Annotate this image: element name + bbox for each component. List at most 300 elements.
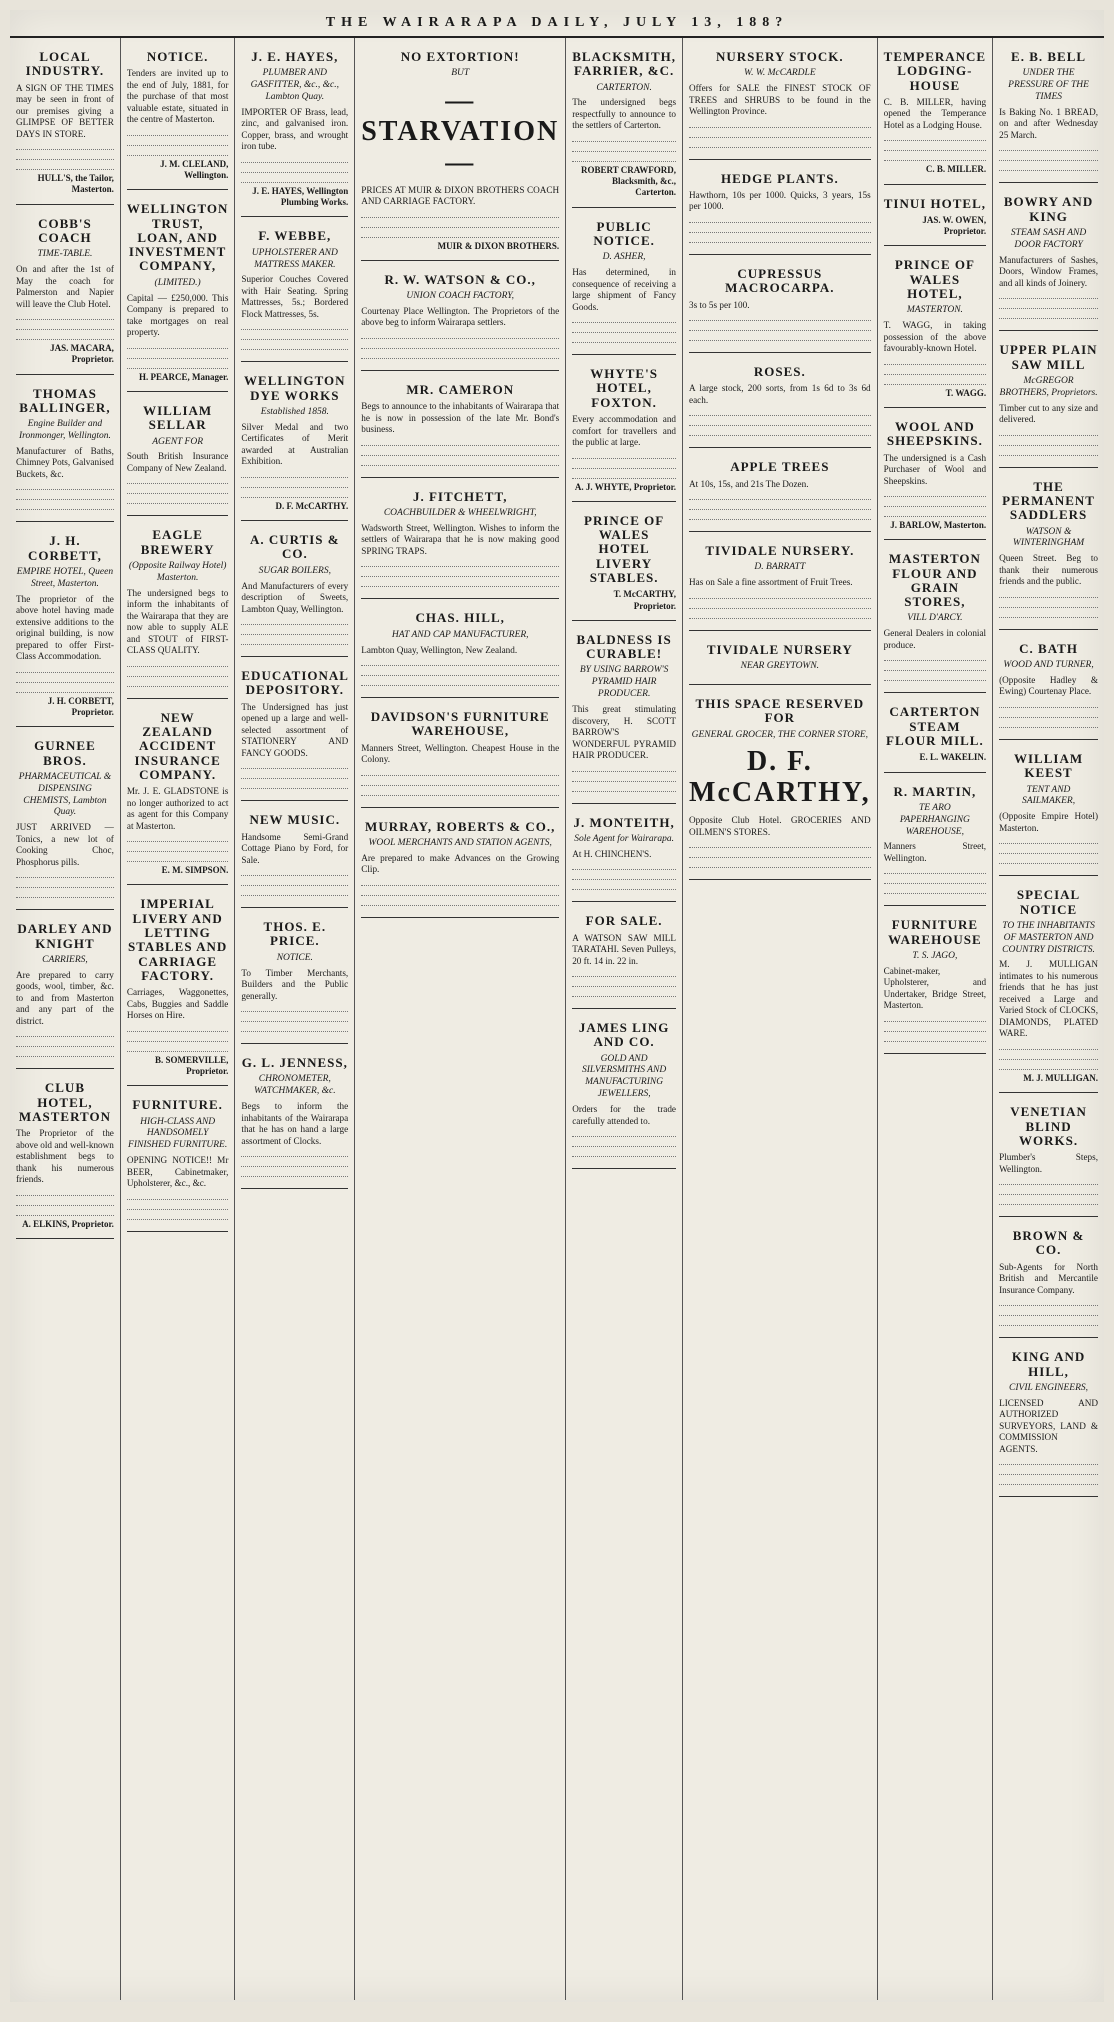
ad-title: BLACKSMITH, FARRIER, &C. — [572, 49, 677, 79]
ad-title: BALDNESS IS CURABLE! — [576, 631, 672, 662]
text-line — [999, 1299, 1098, 1306]
advertisement — [572, 1013, 676, 1169]
text-line — [16, 871, 114, 878]
text-line — [572, 452, 676, 459]
ad-subtitle: Engine Builder and Ironmonger, Wellington. — [18, 419, 111, 442]
ad-body: Plumber's Steps, Wellington. — [999, 1152, 1098, 1174]
text-line — [689, 131, 871, 138]
advertisement — [689, 357, 871, 448]
text-line — [884, 674, 986, 681]
text-line — [127, 342, 229, 349]
text-line — [572, 990, 676, 997]
text-line — [127, 845, 229, 852]
ad-title: FURNITURE. — [132, 1097, 223, 1113]
text-line — [16, 881, 114, 888]
text-line — [884, 154, 986, 161]
text-line — [241, 1160, 348, 1167]
ad-body: Carriages, Waggonettes, Cabs, Buggies and Saddle Horses on Hire. — [126, 987, 229, 1021]
column-2 — [121, 38, 236, 2000]
ad-body: Lambton Quay, Wellington, New Zealand. — [361, 644, 518, 655]
ad-subtitle: CARTERTON. — [596, 82, 652, 93]
text-line — [999, 439, 1098, 446]
text-line — [361, 221, 559, 228]
text-line — [884, 887, 986, 894]
advertisement — [361, 375, 559, 478]
text-line — [689, 851, 871, 858]
text-line — [361, 342, 559, 349]
text-line — [999, 591, 1098, 598]
text-line — [361, 332, 559, 339]
newspaper-page — [10, 10, 1104, 2002]
advertisement — [127, 1090, 229, 1231]
text-line — [361, 570, 559, 577]
text-line — [572, 765, 676, 772]
text-line — [884, 510, 986, 517]
ad-body: Begs to announce to the inhabitants of Wairarapa that he is now in possession of the late Mr. Bond's business. — [361, 401, 560, 435]
text-line — [999, 292, 1098, 299]
text-line — [361, 899, 559, 906]
text-line — [361, 211, 559, 218]
text-line — [999, 144, 1098, 151]
text-line — [127, 1213, 229, 1220]
text-line — [884, 1015, 986, 1022]
ad-signature: J. H. CORBETT, Proprietor. — [47, 695, 114, 717]
text-line — [999, 164, 1098, 171]
advertisement — [241, 42, 348, 217]
text-line — [241, 762, 348, 769]
ad-signature: J. BARLOW, Masterton. — [890, 520, 987, 531]
ad-subtitle: PHARMACEUTICAL & DISPENSING CHEMISTS, Lambton Quay. — [18, 771, 112, 818]
text-line — [689, 429, 871, 436]
text-line — [361, 439, 559, 446]
advertisement — [999, 1221, 1098, 1338]
advertisement — [884, 250, 986, 408]
ad-body: Sub-Agents for North British and Mercantile Insurance Company. — [999, 1261, 1098, 1295]
ad-body: Has on Sale a fine assortment of Fruit Trees. — [689, 577, 853, 588]
ad-body: South British Insurance Company of New Zealand. — [126, 451, 229, 473]
ad-title: R. W. WATSON & CO., — [384, 271, 536, 287]
text-line — [884, 368, 986, 375]
text-line — [999, 1458, 1098, 1465]
ad-title: C. BATH — [1019, 640, 1078, 656]
advertisement — [572, 42, 676, 208]
advertisement — [361, 482, 559, 600]
ad-subtitle: MASTERTON. — [906, 305, 963, 316]
ad-signature: ROBERT CRAWFORD, Blacksmith, &c., Carterton. — [580, 164, 677, 198]
text-line — [999, 601, 1098, 608]
ad-title: J. MONTEITH, — [573, 814, 675, 830]
text-line — [241, 618, 348, 625]
ad-signature: B. SOMERVILLE, Proprietor. — [154, 1054, 229, 1076]
text-line — [689, 236, 871, 243]
text-line — [241, 471, 348, 478]
ad-body: T. WAGG, in taking possession of the above favourably-known Hotel. — [883, 320, 987, 354]
text-line — [16, 686, 114, 693]
text-line — [241, 323, 348, 330]
ad-title: EAGLE BREWERY — [140, 527, 215, 557]
ad-title: CARTERTON STEAM FLOUR MILL. — [886, 704, 984, 748]
column-3 — [235, 38, 355, 2000]
ad-title: NOTICE. — [146, 49, 209, 64]
advertisement — [572, 625, 676, 804]
advertisement — [999, 744, 1098, 876]
text-line — [999, 711, 1098, 718]
text-line — [16, 163, 114, 170]
advertisement — [689, 452, 871, 532]
advertisement — [16, 731, 114, 910]
ad-subtitle: EMPIRE HOTEL, Queen Street, Masterton. — [16, 567, 114, 589]
text-line — [689, 513, 871, 520]
advertisement — [999, 1097, 1098, 1217]
ad-title: LOCAL INDUSTRY. — [25, 49, 105, 79]
ad-body: C. B. MILLER, having opened the Temperance Hotel as a Lodging House. — [883, 96, 987, 130]
ad-title: HEDGE PLANTS. — [720, 170, 839, 186]
ad-subtitle: AGENT FOR — [152, 436, 204, 447]
advertisement — [127, 42, 229, 190]
text-line — [241, 166, 348, 173]
ad-title: CUPRESSUS MACROCARPA. — [725, 265, 835, 296]
text-line — [572, 873, 676, 880]
advertisement — [241, 912, 348, 1044]
ad-subtitle: WOOD AND TURNER, — [1003, 660, 1094, 671]
text-line — [361, 659, 559, 666]
text-line — [16, 666, 114, 673]
text-line — [572, 145, 676, 152]
text-line — [884, 1025, 986, 1032]
text-line — [999, 721, 1098, 728]
text-line — [999, 312, 1098, 319]
text-line — [361, 789, 559, 796]
text-line — [689, 409, 871, 416]
text-line — [572, 336, 676, 343]
text-line — [16, 143, 114, 150]
advertisement — [16, 42, 114, 205]
ad-title: NO EXTORTION! — [400, 49, 520, 64]
text-line — [572, 775, 676, 782]
ad-subtitle: HIGH-CLASS AND HANDSOMELY FINISHED FURNITURE. — [128, 1116, 228, 1151]
ad-title: KING AND HILL, — [1011, 1349, 1086, 1379]
text-line — [689, 841, 871, 848]
ad-signature: JAS. MACARA, Proprietor. — [50, 343, 114, 365]
text-line — [361, 352, 559, 359]
ad-title: ROSES. — [753, 364, 806, 380]
text-line — [884, 358, 986, 365]
ad-body: Tenders are invited up to the end of July, 1881, for the purchase of that most valuable estate, situated in the centre of Masterton. — [126, 68, 229, 125]
ad-body: Offers for SALE the FINEST STOCK OF TREES and SHRUBS to be found in the Wellington Province. — [689, 83, 871, 117]
ad-body: PRICES AT MUIR & DIXON BROTHERS COACH AND CARRIAGE FACTORY. — [361, 184, 560, 207]
ad-subtitle: WOOL MERCHANTS AND STATION AGENTS, — [368, 838, 552, 849]
ad-body: M. J. MULLIGAN intimates to his numerous friends that he has just received a Large and Varied Stock of CLOCKS, DIAMONDS, PLATED WARE. — [999, 959, 1098, 1039]
ad-signature: JAS. W. OWEN, Proprietor. — [922, 214, 987, 237]
text-line — [16, 1199, 114, 1206]
text-line — [361, 560, 559, 567]
ad-body: Timber cut to any size and delivered. — [999, 402, 1098, 425]
text-line — [361, 231, 559, 238]
text-line — [241, 333, 348, 340]
text-line — [361, 889, 559, 896]
text-line — [884, 654, 986, 661]
text-line — [127, 1025, 229, 1032]
advertisement — [572, 359, 676, 502]
advertisement — [689, 164, 871, 255]
text-line — [884, 490, 986, 497]
ad-subtitle: PLUMBER AND GASFITTER, &c., &c., Lambton Quay. — [250, 68, 339, 103]
text-line — [999, 302, 1098, 309]
advertisement — [127, 889, 229, 1086]
text-line — [241, 889, 348, 896]
ad-body: The Undersigned has just opened up a large and well-selected assortment of STATIONERY AND FANCY GOODS. — [241, 701, 349, 758]
ad-body: JUST ARRIVED — Tonics, a new lot of Cooking Choc, Phosphorus pills. — [16, 822, 114, 867]
ad-body: Manufacturers of Sashes, Doors, Window Frames, and all kinds of Joinery. — [999, 254, 1098, 288]
ad-subtitle: NOTICE. — [276, 952, 313, 963]
ad-subtitle: McGREGOR BROTHERS, Proprietors. — [999, 375, 1098, 398]
text-line — [241, 772, 348, 779]
ad-body: To Timber Merchants, Builders and the Public generally. — [241, 967, 349, 1001]
ad-signature: J. M. CLELAND, Wellington. — [160, 158, 229, 181]
text-line — [572, 1130, 676, 1137]
ad-body: IMPORTER OF Brass, lead, zinc, and galvanised iron. Copper, brass, and wrought iron tube. — [241, 106, 349, 152]
ad-title: A. CURTIS & CO. — [249, 532, 340, 562]
ad-subtitle: T. S. JAGO, — [912, 951, 958, 962]
ad-body: Queen Street. Beg to thank their numerous friends and the public. — [999, 553, 1098, 587]
ad-title: VENETIAN BLIND WORKS. — [1010, 1104, 1087, 1148]
ad-body: On and after the 1st of May the coach for Palmerston and Napier will leave the Club Hotel. — [16, 264, 114, 309]
text-line — [127, 497, 229, 504]
ad-body: Hawthorn, 10s per 1000. Quicks, 3 years, 15s per 1000. — [689, 189, 871, 212]
ad-subtitle: SUGAR BOILERS, — [258, 565, 331, 576]
text-line — [999, 154, 1098, 161]
ad-subtitle: COACHBUILDER & WHEELWRIGHT, — [383, 508, 537, 519]
text-line — [572, 970, 676, 977]
text-line — [241, 628, 348, 635]
ad-title: R. MARTIN, — [893, 783, 977, 799]
ad-title: WILLIAM KEEST — [1013, 750, 1084, 781]
ad-subtitle: UPHOLSTERER AND MATTRESS MAKER. — [251, 247, 338, 270]
text-line — [241, 491, 348, 498]
column-6 — [683, 38, 878, 2000]
text-line — [16, 333, 114, 340]
advertisement — [884, 544, 986, 693]
text-line — [16, 891, 114, 898]
ad-title: G. L. JENNESS, — [241, 1055, 348, 1071]
text-line — [16, 153, 114, 160]
text-line — [127, 670, 229, 677]
advertisement — [16, 209, 114, 375]
ad-body: Manufacturer of Baths, Chimney Pots, Galvanised Buckets, &c. — [16, 445, 114, 479]
advertisement — [361, 603, 559, 698]
text-line — [884, 877, 986, 884]
text-line — [361, 580, 559, 587]
ad-subtitle: GOLD AND SILVERSMITHS AND MANUFACTURING JEWELLERS, — [582, 1053, 667, 1100]
ad-title: J. H. CORBETT, — [28, 533, 102, 563]
advertisement — [572, 506, 676, 621]
text-line — [241, 879, 348, 886]
text-line — [999, 1468, 1098, 1475]
advertisement — [127, 703, 229, 886]
ad-subtitle: (LIMITED.) — [154, 277, 201, 288]
ad-title: PUBLIC NOTICE. — [593, 218, 655, 249]
ad-title: UPPER PLAIN SAW MILL — [999, 342, 1098, 372]
advertisement — [884, 697, 986, 772]
ad-title: WILLIAM SELLAR — [143, 402, 213, 433]
text-line — [127, 139, 229, 146]
text-line — [572, 155, 676, 162]
ad-body: Silver Medal and two Certificates of Merit awarded at Australian Exhibition. — [241, 421, 349, 467]
ad-body: Mr. J. E. GLADSTONE is no longer authorized to act as agent for this Company at Masterton. — [126, 786, 229, 831]
advertisement — [999, 1342, 1098, 1497]
ad-body: The undersigned begs to inform the inhabitants of the Wairarapa that they are now able to supply ALE and STOUT of FIRST-CLASS QUALITY. — [126, 587, 229, 656]
ad-title: BOWRY AND KING — [1003, 194, 1094, 224]
text-line — [241, 638, 348, 645]
text-line — [689, 121, 871, 128]
text-line — [127, 1045, 229, 1052]
text-line — [361, 769, 559, 776]
ad-body: A large stock, 200 sorts, from 1s 6d to 3s 6d each. — [689, 383, 871, 405]
text-line — [241, 1150, 348, 1157]
advertisement — [689, 689, 871, 880]
advertisement — [999, 42, 1098, 183]
ad-title: MR. CAMERON — [406, 381, 515, 397]
ad-body: At H. CHINCHEN'S. — [572, 848, 652, 859]
ad-subtitle: CARRIERS, — [42, 954, 88, 965]
text-line — [999, 1178, 1098, 1185]
text-line — [16, 1189, 114, 1196]
ad-body: Begs to inform the inhabitants of the Wairarapa that he has on hand a large assortment of Clocks. — [241, 1101, 349, 1146]
ad-subtitle: TE ARO PAPERHANGING WAREHOUSE, — [899, 802, 970, 837]
ad-title: F. WEBBE, — [258, 228, 332, 244]
ad-title: TIVIDALE NURSERY. — [705, 543, 855, 559]
text-line — [16, 313, 114, 320]
ad-title: MURRAY, ROBERTS & CO., — [365, 818, 556, 834]
ad-subtitle: STEAM SASH AND DOOR FACTORY — [1010, 228, 1087, 250]
text-line — [572, 863, 676, 870]
ad-title: J. FITCHETT, — [412, 488, 508, 504]
text-line — [16, 1050, 114, 1057]
text-line — [689, 602, 871, 609]
text-line — [127, 855, 229, 862]
ad-signature: E. L. WAKELIN. — [919, 752, 987, 763]
ad-title: J. E. HAYES, — [251, 49, 339, 64]
text-line — [16, 493, 114, 500]
advertisement — [361, 265, 559, 371]
ad-body: 3s to 5s per 100. — [689, 299, 750, 310]
ad-title: FURNITURE WAREHOUSE — [888, 917, 982, 947]
text-line — [572, 785, 676, 792]
ad-signature: MUIR & DIXON BROTHERS. — [437, 240, 560, 251]
ad-title: APPLE TREES — [730, 459, 830, 475]
text-line — [127, 149, 229, 156]
ad-subtitle: CIVIL ENGINEERS, — [1009, 1382, 1089, 1393]
advertisement — [16, 379, 114, 523]
ad-body: (Opposite Hadley & Ewing) Courtenay Place. — [999, 674, 1098, 697]
ad-subtitle: BUT — [451, 68, 470, 79]
ad-subtitle: NEAR GREYTOWN. — [740, 661, 820, 672]
advertisement — [361, 42, 559, 261]
ad-signature: D. F. McCARTHY. — [275, 500, 349, 511]
ad-body: (Opposite Empire Hotel) Masterton. — [999, 811, 1098, 833]
ad-subtitle: TIME-TABLE. — [37, 249, 93, 260]
ad-signature: M. J. MULLIGAN. — [1023, 1072, 1098, 1083]
advertisement — [16, 526, 114, 727]
advertisement — [127, 396, 229, 516]
ad-signature: A. ELKINS, Proprietor. — [22, 1218, 114, 1229]
ad-title: NURSERY STOCK. — [715, 49, 844, 64]
text-line — [884, 378, 986, 385]
ad-body: A SIGN OF THE TIMES may be seen in front of our premises giving a GLIMPSE OF BETTER DAYS IN STORE. — [16, 82, 114, 139]
ad-headline: —STARVATION— — [361, 85, 560, 178]
advertisement — [999, 187, 1098, 331]
ad-subtitle: Established 1858. — [260, 407, 329, 418]
ad-subtitle: D. ASHER, — [602, 252, 646, 263]
ad-title: TINUI HOTEL, — [883, 195, 987, 211]
column-7 — [878, 38, 993, 2000]
text-line — [361, 779, 559, 786]
column-4 — [355, 38, 566, 2000]
text-line — [16, 1040, 114, 1047]
ad-title: CLUB HOTEL, MASTERTON — [18, 1080, 111, 1124]
ad-title: JAMES LING AND CO. — [578, 1020, 670, 1050]
text-line — [689, 216, 871, 223]
text-line — [999, 701, 1098, 708]
advertisement — [241, 525, 348, 657]
ad-title: THOS. E. PRICE. — [263, 919, 327, 949]
text-line — [241, 869, 348, 876]
text-line — [241, 481, 348, 488]
ad-subtitle: CHRONOMETER, WATCHMAKER, &c. — [254, 1074, 336, 1097]
advertisement — [361, 812, 559, 918]
ad-body: Every accommodation and comfort for travellers and the public at large. — [572, 414, 677, 448]
text-line — [127, 1035, 229, 1042]
ad-title: DAVIDSON'S FURNITURE WAREHOUSE, — [370, 709, 550, 739]
text-line — [689, 503, 871, 510]
ad-body: Manners Street, Wellington. Cheapest House in the Colony. — [361, 742, 560, 765]
ad-signature: A. J. WHYTE, Proprietor. — [574, 481, 677, 492]
ad-title: WELLINGTON DYE WORKS — [244, 373, 346, 403]
column-8 — [993, 38, 1104, 2000]
advertisement — [572, 212, 676, 355]
advertisement — [999, 472, 1098, 630]
ad-title: WOOL AND SHEEPSKINS. — [886, 418, 983, 449]
text-line — [361, 669, 559, 676]
text-line — [999, 1063, 1098, 1070]
text-line — [572, 462, 676, 469]
text-line — [361, 679, 559, 686]
ad-subtitle: VILL D'ARCY. — [907, 613, 963, 624]
ad-title: FOR SALE. — [585, 913, 663, 929]
text-line — [884, 144, 986, 151]
text-line — [241, 1015, 348, 1022]
text-line — [241, 156, 348, 163]
ad-subtitle: TENT AND SAILMAKER, — [1022, 784, 1076, 807]
ad-body: At 10s, 15s, and 21s The Dozen. — [689, 478, 809, 489]
text-line — [999, 1309, 1098, 1316]
column-1 — [10, 38, 121, 2000]
text-line — [241, 1170, 348, 1177]
ad-title: PRINCE OF WALES HOTEL LIVERY STABLES. — [584, 512, 665, 586]
text-line — [884, 664, 986, 671]
ad-title: IMPERIAL LIVERY AND LETTING STABLES AND CARRIAGE FACTORY. — [128, 896, 228, 983]
ad-subtitle: (Opposite Railway Hotel) Masterton. — [128, 560, 227, 583]
advertisement — [999, 634, 1098, 740]
advertisement — [999, 335, 1098, 467]
text-line — [127, 477, 229, 484]
ad-title: THE PERMANENT SADDLERS — [1002, 478, 1095, 523]
ad-title: TEMPERANCE LODGING-HOUSE — [883, 49, 987, 93]
text-line — [999, 1188, 1098, 1195]
text-line — [884, 1035, 986, 1042]
ad-subtitle: BY USING BARROW'S PYRAMID HAIR PRODUCER. — [579, 665, 669, 700]
text-line — [361, 459, 559, 466]
